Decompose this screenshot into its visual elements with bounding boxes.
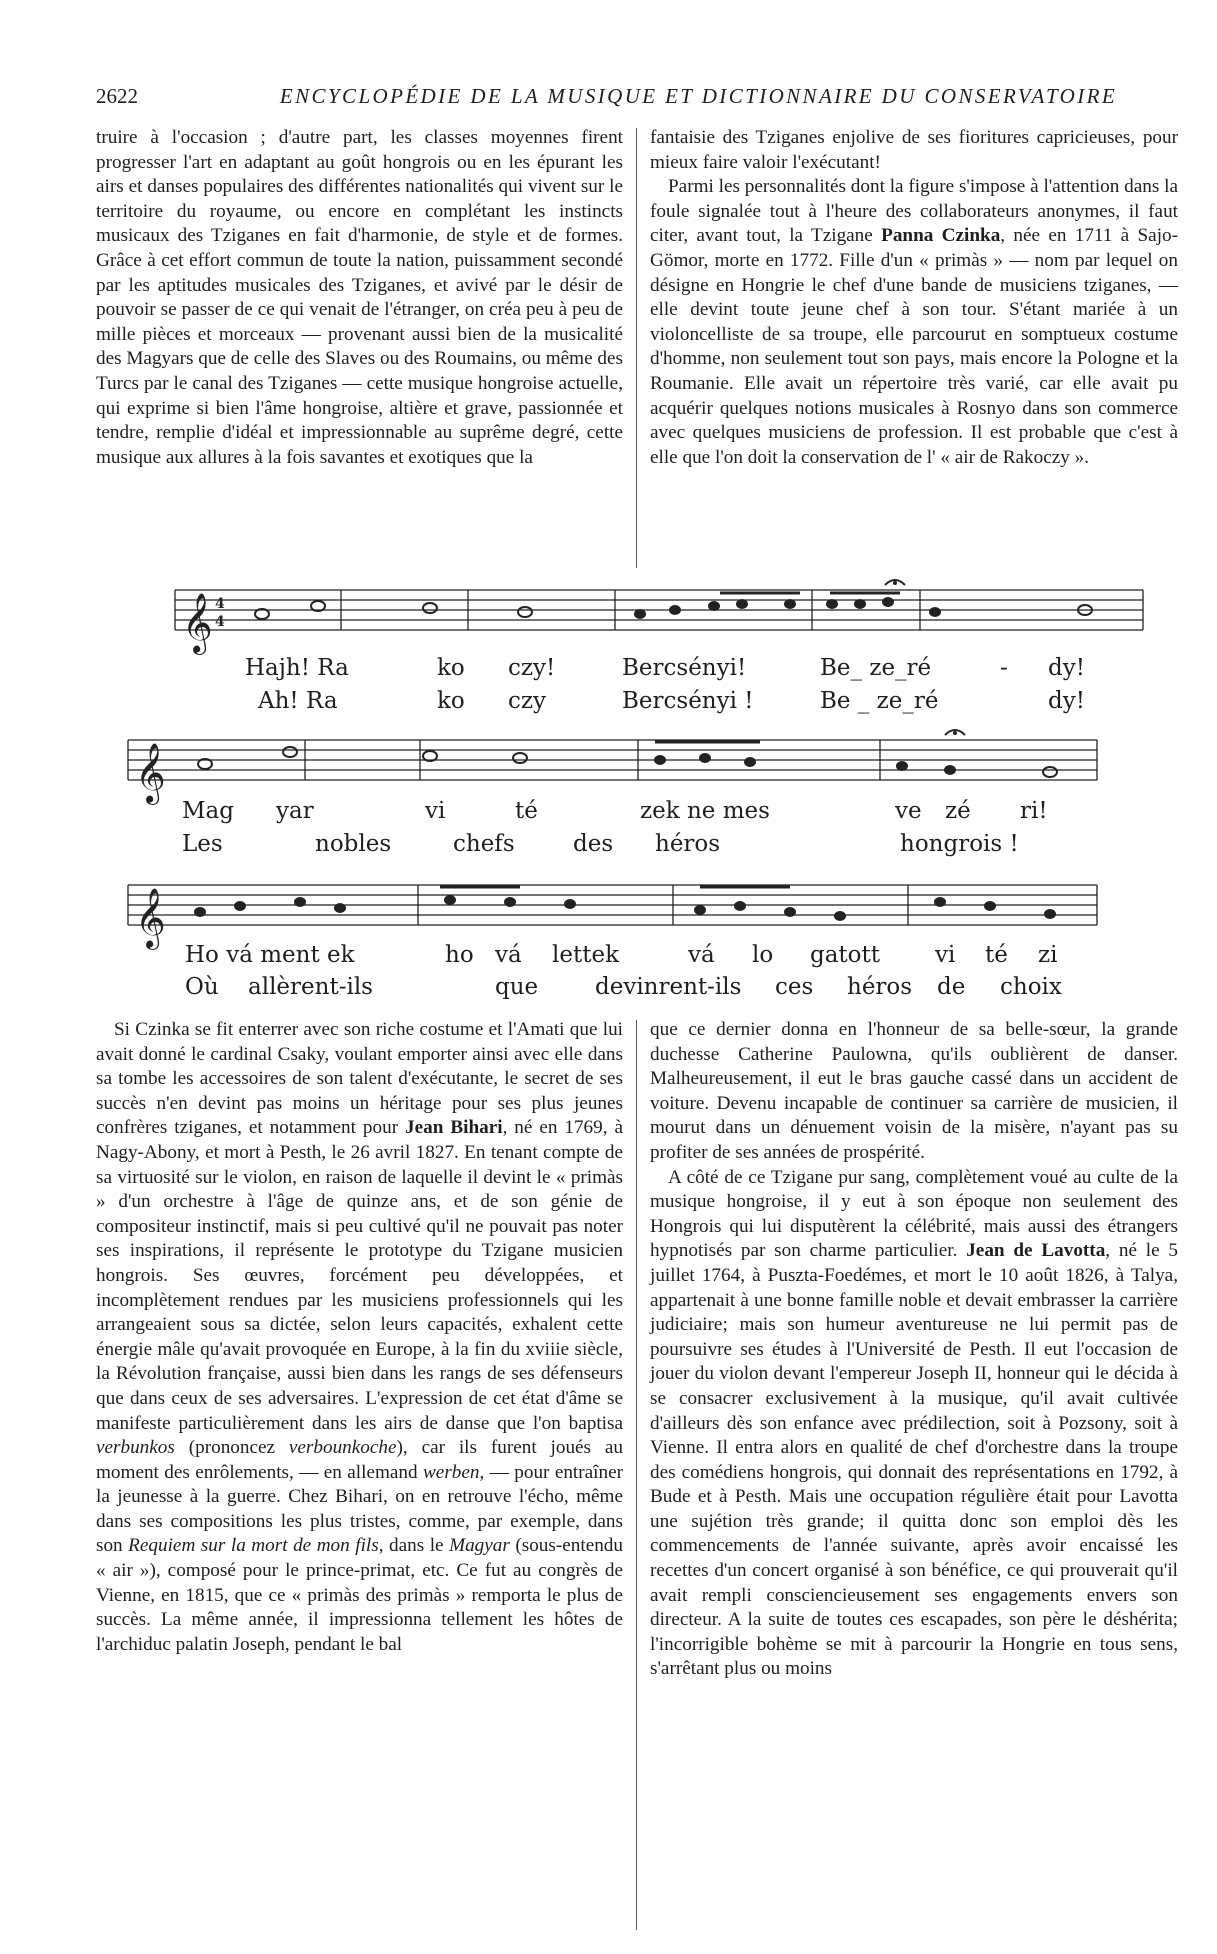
svg-text:𝄞: 𝄞 — [135, 888, 166, 948]
lyric: czy — [508, 688, 546, 714]
lyric: zek ne mes — [640, 798, 770, 824]
column-divider — [636, 1020, 637, 1930]
person-name: Jean Bihari — [405, 1117, 503, 1139]
lyric: Hajh! Ra — [245, 655, 349, 681]
lyric: gatott — [810, 942, 881, 968]
lyric: ri! — [1020, 798, 1048, 824]
column-bottom-right — [650, 1018, 1178, 1682]
svg-text:4: 4 — [215, 596, 225, 612]
running-title: ENCYCLOPÉDIE DE LA MUSIQUE ET DICTIONNAIRE DU CONSERVATOIRE — [279, 84, 1118, 108]
lyric: que — [495, 974, 539, 1000]
paragraph: que ce dernier donna en l'honneur de sa belle-sœur, la grande duchesse Catherine Paulowna, qu'ils oublièrent de danser. Malheureusement, il eut le bras gauche cassé dans un accident de voiture. Devenu incapable de continuer sa carrière de musicien, il mourut dans un dénuement voisin de la misère, n'ayant pas su profiter de ses années de prospérité. — [650, 1019, 1178, 1163]
lyric: vi — [425, 798, 446, 824]
staff-system-2 — [128, 740, 1097, 780]
svg-text:4: 4 — [215, 614, 225, 630]
lyric: ces — [775, 974, 814, 1000]
lyric: des — [573, 831, 614, 857]
notes-system-2 — [135, 730, 1057, 805]
lyric: vá — [495, 942, 522, 968]
notes-system-3 — [135, 888, 1056, 950]
paragraph: Si Czinka se fit enterrer avec son riche costume et l'Amati que lui avait donné le cardinal Csaky, voulant emporter ainsi avec elle dans sa tombe les accessoires de son talent d'exécutante, le secret de ses succès n'en devint pas moins un héritage pour ses plus jeunes confrères tziganes, et notamment pour Jean Bihari, né en 1769, à Nagy-Abony, et mort à Pesth, le 26 avril 1827. En tenant compte de sa virtuosité sur le violon, en raison de laquelle il devint le « primàs » d'un orchestre à l'âge de quinze ans, et de son génie de compositeur instinctif, mais si peu cultivé qu'il ne pouvait pas noter ses inspirations, il représente le prototype du Tzigane musicien hongrois. Ses œuvres, forcément peu développées, et incomplètement rendues par les musiciens professionnels qui les arrangeaient sous sa dictée, selon leurs capacités, exhalent cette énergie mâle qu'avait provoquée en Europe, à la fin du xviiie siècle, la Révolution française, aussi bien dans les rangs de ses défenseurs que dans ceux de ses adversaires. L'expression de cet état d'âme se manifeste particulièrement dans les airs de danse que l'on baptisa verbunkos (prononcez verbounkoche), car ils furent joués au moment des enrôlements, — en allemand werben, — pour entraîner la jeunesse à la guerre. Chez Bihari, on en retrouve l'écho, même dans ses compositions les plus tristes, comme, par exemple, dans son Requiem sur la mort de mon fils, dans le Magyar (sous-entendu « air »), composé pour le prince-primat, etc. Ce fut au congrès de Vienne, en 1815, que ce « primàs des primàs » remporta le plus de succès. La même année, il impressionna tellement les hôtes de l'archiduc palatin Joseph, pendant le bal — [96, 1019, 623, 1655]
lyric: czy! — [508, 655, 556, 681]
lyric: zé — [945, 798, 971, 824]
lyric: devinrent-ils — [595, 974, 742, 1000]
column-divider — [636, 128, 637, 568]
lyric: - — [1000, 655, 1008, 681]
lyric: Mag — [182, 798, 234, 824]
lyric: Ho vá ment ek — [185, 942, 355, 968]
lyric: té — [515, 798, 538, 824]
italic-term: werben — [423, 1461, 480, 1483]
paragraph: A côté de ce Tzigane pur sang, complètement voué au culte de la musique hongroise, il y eut à son époque non seulement des Hongrois qui lui disputèrent la célébrité, mais aussi des étrangers hypnotisés par son charme particulier. Jean de Lavotta, né le 5 juillet 1764, à Puszta-Foedémes, et mort le 10 août 1826, à Talya, appartenait à une bonne famille noble et devait embrasser la carrière judiciaire; mais son humeur aventureuse ne lui permit pas de poursuivre ses études à l'Université de Pesth. Il eut l'occasion de jouer du violon devant l'empereur Joseph II, honneur qui le décida à se consacrer exclusivement à la musique, qu'il avait cultivée d'ailleurs dès son enfance avec prédilection, soit à Pozsony, soit à Vienne. Il entra alors en qualité de chef d'orchestre dans la troupe des comédiens hongrois, qui donnait des représentations en 1792, à Bude et à Pesth. Mais une occupation régulière était pour Lavotta une sujétion très grande; il quitta donc son emploi dès les commencements de l'année suivante, après avoir encaissé les recettes d'un concert organisé à son bénéfice, ce qui prouverait qu'il avait rempli consciencieusement ses engagements envers son directeur. A la suite de toutes ces escapades, son père le déshérita; l'incorrigible bohème se mit à parcourir la Hongrie en tous sens, s'arrêtant plus ou moins — [650, 1166, 1178, 1680]
lyric: Be_ ze_ré — [820, 655, 932, 681]
italic-title: Magyar — [449, 1535, 510, 1557]
lyric: lettek — [552, 942, 620, 968]
lyric: Be _ ze_ré — [820, 688, 939, 714]
lyric: Bercsényi ! — [622, 688, 754, 714]
person-name: Panna Czinka — [881, 225, 1001, 247]
column-bottom-left — [96, 1018, 623, 1657]
staff-system-1 — [175, 590, 1143, 630]
lyric: choix — [1000, 974, 1062, 1000]
lyric: yar — [276, 798, 314, 824]
svg-text:𝄞: 𝄞 — [135, 743, 166, 803]
lyric: vá — [688, 942, 715, 968]
italic-term: verbounkoche — [288, 1437, 397, 1459]
lyric: hongrois ! — [900, 831, 1019, 857]
notes-system-1 — [182, 580, 1092, 655]
lyric: Ah! Ra — [258, 688, 338, 714]
svg-text:𝄞: 𝄞 — [182, 593, 213, 653]
lyric: allèrent-ils — [248, 974, 373, 1000]
lyric: ho — [445, 942, 474, 968]
person-name: Jean de Lavotta — [966, 1240, 1106, 1262]
paragraph: Parmi les personnalités dont la figure s'impose à l'attention dans la foule signalée tout à l'heure des collaborateurs anonymes, il faut citer, avant tout, la Tzigane Panna Czinka, née en 1711 à Sajo-Gömor, morte en 1772. Fille d'un « primàs » — nom par lequel on désigne en Hongrie le chef d'une bande de musiciens tziganes, — elle devint toute jeune chef à son tour. S'étant mariée à un violoncelliste de sa troupe, elle parcourut en somptueux costume d'homme, non seulement tout son pays, mais encore la Pologne et la Roumanie. Elle avait un répertoire très varié, car elle avait pu acquérir quelques notions musicales à Rosnyo dans son commerce avec quelques musiciens de profession. Il est probable que c'est à elle que l'on doit la conservation de l' « air de Rakoczy ». — [650, 176, 1179, 468]
lyric: ve — [895, 798, 922, 824]
lyric: héros — [655, 831, 721, 857]
lyric: Où — [185, 974, 219, 1000]
lyric: ko — [437, 655, 465, 681]
lyric: vi — [935, 942, 956, 968]
italic-term: verbunkos — [96, 1437, 175, 1459]
page-header — [96, 84, 1181, 116]
lyric: ko — [437, 688, 465, 714]
lyric: Bercsényi! — [622, 655, 747, 681]
staff-system-3 — [128, 885, 1097, 925]
lyric: Les — [182, 831, 223, 857]
italic-title: Requiem sur la mort de mon fils — [128, 1535, 379, 1557]
lyric: lo — [752, 942, 774, 968]
lyric: dy! — [1048, 655, 1085, 681]
lyric: de — [937, 974, 966, 1000]
lyric: té — [985, 942, 1008, 968]
lyric: chefs — [453, 831, 515, 857]
page-number: 2622 — [96, 84, 138, 108]
lyric: nobles — [315, 831, 392, 857]
column-top-right — [650, 126, 1178, 470]
lyric: zi — [1038, 942, 1058, 968]
paragraph: truire à l'occasion ; d'autre part, les classes moyennes firent progresser l'art en adaptant au goût hongrois ou en les épurant les airs et danses populaires des différentes nationalités qui vivent sur le territoire du royaume, ou encore en complétant les instincts musicaux des Tziganes en fait d'harmonie, de style et de formes. Grâce à cet effort commun de toute la nation, puissamment secondé par les aptitudes musicales des Tziganes, et avivé par le désir de pouvoir se passer de ce qui venait de l'étranger, on créa peu à peu de mille pièces et morceaux — provenant aussi bien de la musicalité des Magyars que de celle des Slaves ou des Roumains, ou même des Turcs par le canal des Tziganes — cette musique hongroise actuelle, qui exprime si bien l'âme hongroise, altière et grave, passionnée et tendre, remplie d'idéal et impressionnable au suprême degré, cette musique aux allures à la fois savantes et exotiques que la — [96, 127, 624, 468]
lyric: héros — [847, 974, 913, 1000]
lyric: dy! — [1048, 688, 1085, 714]
paragraph: fantaisie des Tziganes enjolive de ses fioritures capricieuses, pour mieux faire valoir l'exécutant! — [650, 127, 1178, 173]
column-top-left — [96, 126, 623, 470]
